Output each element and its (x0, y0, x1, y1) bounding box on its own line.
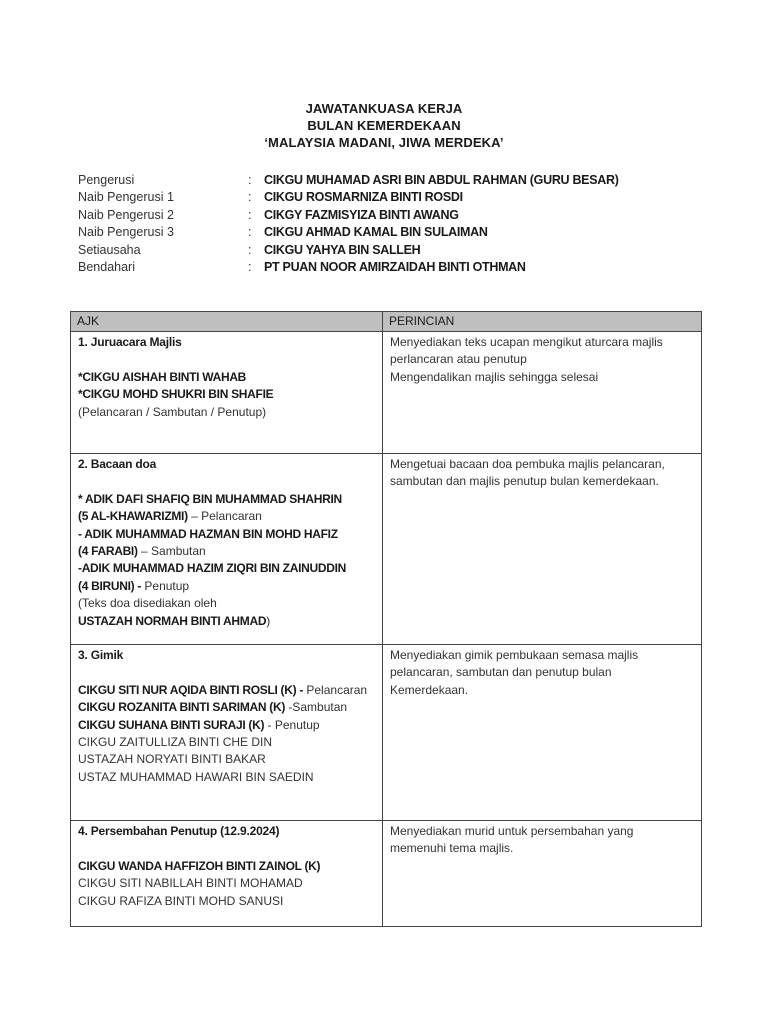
member-name: (4 FARABI) (78, 544, 138, 559)
detail-line: memenuhi tema majlis. (390, 841, 514, 856)
member-line (78, 769, 376, 786)
detail-line: Menyediakan murid untuk persembahan yang (390, 824, 634, 838)
perincian-cell (383, 454, 702, 645)
task-title: 4. Persembahan Penutup (12.9.2024) (78, 824, 280, 838)
committee-name: CIKGU MUHAMAD ASRI BIN ABDUL RAHMAN (GURU BESAR) (264, 173, 619, 187)
member-line (78, 751, 376, 768)
table-row (71, 332, 702, 454)
member-line (78, 560, 376, 577)
column-header-perincian: PERINCIAN (383, 312, 702, 332)
member-name: -ADIK MUHAMMAD HAZIM ZIQRI BIN ZAINUDDIN (78, 561, 346, 576)
member-line (78, 578, 376, 595)
member-line (78, 404, 376, 421)
member-note: CIKGU ZAITULLIZA BINTI CHE DIN (78, 735, 273, 750)
member-note: USTAZAH NORYATI BINTI BAKAR (78, 752, 266, 767)
detail-line: Mengendalikan majlis sehingga selesai (390, 369, 599, 384)
committee-name: PT PUAN NOOR AMIRZAIDAH BINTI OTHMAN (264, 259, 526, 274)
member-name: *CIKGU MOHD SHUKRI BIN SHAFIE (78, 387, 274, 402)
member-note: (Pelancaran / Sambutan / Penutup) (78, 404, 267, 419)
detail-line: Menyediakan gimik pembukaan semasa majlis (390, 648, 639, 662)
member-note: CIKGU RAFIZA BINTI MOHD SANUSI (78, 893, 284, 908)
committee-role: Bendahari (78, 259, 135, 274)
table-row (71, 821, 702, 927)
member-line (78, 875, 376, 892)
document-title (0, 100, 768, 151)
detail-line: Kemerdekaan. (390, 682, 469, 697)
detail-line: perlancaran atau penutup (390, 352, 527, 367)
member-line (78, 526, 376, 543)
member-line (78, 613, 376, 630)
committee-colon: : (248, 173, 252, 187)
member-line (78, 491, 376, 508)
committee-name: CIKGU AHMAD KAMAL BIN SULAIMAN (264, 225, 488, 240)
member-note: USTAZ MUHAMMAD HAWARI BIN SAEDIN (78, 769, 314, 784)
committee-role: Naib Pengerusi 3 (78, 225, 174, 240)
member-line (78, 699, 376, 716)
ajk-cell (71, 332, 383, 454)
member-name: CIKGU SUHANA BINTI SURAJI (K) (78, 717, 265, 732)
committee-colon: : (248, 225, 252, 240)
detail-line: Mengetuai bacaan doa pembuka majlis pelancaran, (390, 457, 665, 471)
committee-colon: : (248, 207, 252, 222)
title-line-1: JAWATANKUASA KERJA (305, 101, 463, 116)
member-note: Pelancaran (303, 682, 368, 697)
member-name: CIKGU ROZANITA BINTI SARIMAN (K) (78, 700, 286, 715)
committee-colon: : (248, 259, 252, 274)
member-note: – Pelancaran (187, 509, 262, 524)
member-note: - Penutup (264, 717, 320, 732)
title-line-2: BULAN KEMERDEKAAN (307, 118, 461, 133)
member-line (78, 508, 376, 525)
committee-colon: : (248, 190, 252, 205)
perincian-cell (383, 332, 702, 454)
table-header-row (71, 312, 702, 332)
member-line (78, 858, 376, 875)
member-note: ) (266, 613, 271, 628)
committee-row (78, 172, 698, 189)
task-title: 2. Bacaan doa (78, 457, 157, 471)
ajk-cell (71, 454, 383, 645)
task-title: 3. Gimik (78, 648, 124, 662)
committee-name: CIKGU ROSMARNIZA BINTI ROSDI (264, 190, 463, 205)
column-header-ajk: AJK (71, 312, 383, 332)
committee-name: CIKGU YAHYA BIN SALLEH (264, 242, 421, 257)
member-name: CIKGU SITI NUR AQIDA BINTI ROSLI (K) - (78, 682, 304, 697)
committee-row (78, 189, 698, 206)
committee-role: Naib Pengerusi 1 (78, 190, 174, 205)
member-note: Penutup (141, 578, 190, 593)
member-name: CIKGU WANDA HAFFIZOH BINTI ZAINOL (K) (78, 858, 321, 873)
member-line (78, 386, 376, 403)
member-note: – Sambutan (137, 544, 206, 559)
member-note: -Sambutan (285, 700, 348, 715)
title-line-3: ‘MALAYSIA MADANI, JIWA MERDEKA’ (264, 135, 504, 150)
member-line (78, 734, 376, 751)
ajk-table (70, 311, 702, 927)
ajk-cell (71, 645, 383, 821)
member-name: USTAZAH NORMAH BINTI AHMAD (78, 613, 267, 628)
member-name: - ADIK MUHAMMAD HAZMAN BIN MOHD HAFIZ (78, 526, 338, 541)
member-line (78, 893, 376, 910)
committee-row (78, 242, 698, 259)
member-line (78, 543, 376, 560)
table-row (71, 645, 702, 821)
member-name: (4 BIRUNI) - (78, 578, 142, 593)
member-name: * ADIK DAFI SHAFIQ BIN MUHAMMAD SHAHRIN (78, 491, 342, 506)
table-row (71, 454, 702, 645)
detail-line: sambutan dan majlis penutup bulan kemerdekaan. (390, 474, 659, 489)
member-line (78, 369, 376, 386)
committee-role: Naib Pengerusi 2 (78, 207, 174, 222)
member-note: CIKGU SITI NABILLAH BINTI MOHAMAD (78, 876, 303, 891)
member-note: (Teks doa disediakan oleh (78, 596, 217, 611)
member-line (78, 682, 376, 699)
member-name: *CIKGU AISHAH BINTI WAHAB (78, 369, 247, 384)
perincian-cell (383, 645, 702, 821)
committee-name: CIKGY FAZMISYIZA BINTI AWANG (264, 207, 459, 222)
detail-line: Menyediakan teks ucapan mengikut aturcara majlis (390, 335, 663, 349)
perincian-cell (383, 821, 702, 927)
member-line (78, 595, 376, 612)
ajk-cell (71, 821, 383, 927)
committee-role: Setiausaha (78, 242, 141, 257)
committee-row (78, 259, 698, 276)
detail-line: pelancaran, sambutan dan penutup bulan (390, 665, 612, 680)
committee-list (78, 172, 698, 276)
committee-role: Pengerusi (78, 173, 135, 187)
committee-row (78, 224, 698, 241)
committee-colon: : (248, 242, 252, 257)
committee-row (78, 207, 698, 224)
member-name: (5 AL-KHAWARIZMI) (78, 509, 188, 524)
member-line (78, 717, 376, 734)
task-title: 1. Juruacara Majlis (78, 335, 182, 349)
